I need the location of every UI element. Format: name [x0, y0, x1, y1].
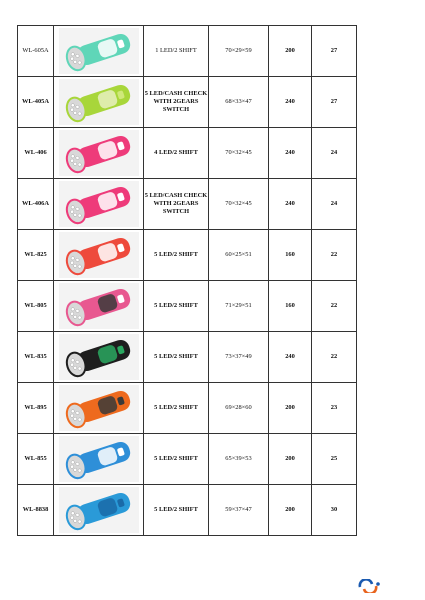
- model-cell: WL-406: [18, 128, 54, 179]
- product-row: [18, 332, 357, 383]
- flashlight-image: [59, 79, 139, 125]
- flashlight-photo: [54, 434, 144, 485]
- qty-cell: 160: [269, 281, 312, 332]
- model-cell: WL-805: [18, 281, 54, 332]
- size-cell: 71×29×51: [209, 281, 269, 332]
- qty-cell: 200: [269, 26, 312, 77]
- flashlight-image: [59, 334, 139, 380]
- flashlight-photo: [54, 26, 144, 77]
- spec-cell: 4 LED/2 SHIFT: [144, 128, 209, 179]
- flashlight-image: [59, 232, 139, 278]
- weight-cell: 25: [312, 434, 357, 485]
- company-logo-icon: [358, 579, 382, 593]
- weight-cell: 27: [312, 26, 357, 77]
- qty-cell: 240: [269, 332, 312, 383]
- product-row: [18, 230, 357, 281]
- flashlight-image: [59, 283, 139, 329]
- flashlight-photo: [54, 179, 144, 230]
- product-row: [18, 26, 357, 77]
- flashlight-image: [59, 28, 139, 74]
- size-cell: 70×32×45: [209, 179, 269, 230]
- weight-cell: 22: [312, 281, 357, 332]
- product-row: [18, 77, 357, 128]
- spec-cell: 5 LED/2 SHIFT: [144, 383, 209, 434]
- model-cell: WL-895: [18, 383, 54, 434]
- product-table-body: [18, 26, 357, 536]
- spec-cell: 5 LED/2 SHIFT: [144, 230, 209, 281]
- weight-cell: 22: [312, 332, 357, 383]
- size-cell: 69×28×60: [209, 383, 269, 434]
- spec-cell: 5 LED/2 SHIFT: [144, 332, 209, 383]
- size-cell: 70×32×45: [209, 128, 269, 179]
- flashlight-photo: [54, 128, 144, 179]
- size-cell: 60×25×51: [209, 230, 269, 281]
- qty-cell: 240: [269, 179, 312, 230]
- flashlight-image: [59, 385, 139, 431]
- model-cell: WL-406A: [18, 179, 54, 230]
- qty-cell: 240: [269, 77, 312, 128]
- flashlight-photo: [54, 383, 144, 434]
- flashlight-image: [59, 436, 139, 482]
- spec-cell: 5 LED/CASH CHECK WITH 2GEARS SWITCH: [144, 179, 209, 230]
- size-cell: 70×29×59: [209, 26, 269, 77]
- spec-cell: 5 LED/2 SHIFT: [144, 434, 209, 485]
- spec-cell: 5 LED/2 SHIFT: [144, 485, 209, 536]
- flashlight-photo: [54, 77, 144, 128]
- weight-cell: 24: [312, 128, 357, 179]
- size-cell: 65×39×53: [209, 434, 269, 485]
- qty-cell: 200: [269, 434, 312, 485]
- size-cell: 68×33×47: [209, 77, 269, 128]
- product-row: [18, 485, 357, 536]
- model-cell: WL-405A: [18, 77, 54, 128]
- flashlight-photo: [54, 230, 144, 281]
- model-cell: WL-605A: [18, 26, 54, 77]
- flashlight-image: [59, 487, 139, 533]
- flashlight-image: [59, 130, 139, 176]
- qty-cell: 200: [269, 485, 312, 536]
- product-row: [18, 383, 357, 434]
- spec-cell: 5 LED/CASH CHECK WITH 2GEARS SWITCH: [144, 77, 209, 128]
- qty-cell: 200: [269, 383, 312, 434]
- qty-cell: 160: [269, 230, 312, 281]
- model-cell: WL-825: [18, 230, 54, 281]
- product-row: [18, 179, 357, 230]
- product-row: [18, 434, 357, 485]
- size-cell: 73×37×49: [209, 332, 269, 383]
- weight-cell: 23: [312, 383, 357, 434]
- product-table: [17, 25, 357, 536]
- flashlight-photo: [54, 281, 144, 332]
- weight-cell: 27: [312, 77, 357, 128]
- product-row: [18, 281, 357, 332]
- flashlight-photo: [54, 485, 144, 536]
- model-cell: WL-855: [18, 434, 54, 485]
- flashlight-image: [59, 181, 139, 227]
- spec-cell: 5 LED/2 SHIFT: [144, 281, 209, 332]
- spec-cell: 1 LED/2 SHIFT: [144, 26, 209, 77]
- model-cell: WL-835: [18, 332, 54, 383]
- weight-cell: 22: [312, 230, 357, 281]
- qty-cell: 240: [269, 128, 312, 179]
- weight-cell: 24: [312, 179, 357, 230]
- product-row: [18, 128, 357, 179]
- flashlight-photo: [54, 332, 144, 383]
- model-cell: WL-8838: [18, 485, 54, 536]
- weight-cell: 30: [312, 485, 357, 536]
- size-cell: 59×37×47: [209, 485, 269, 536]
